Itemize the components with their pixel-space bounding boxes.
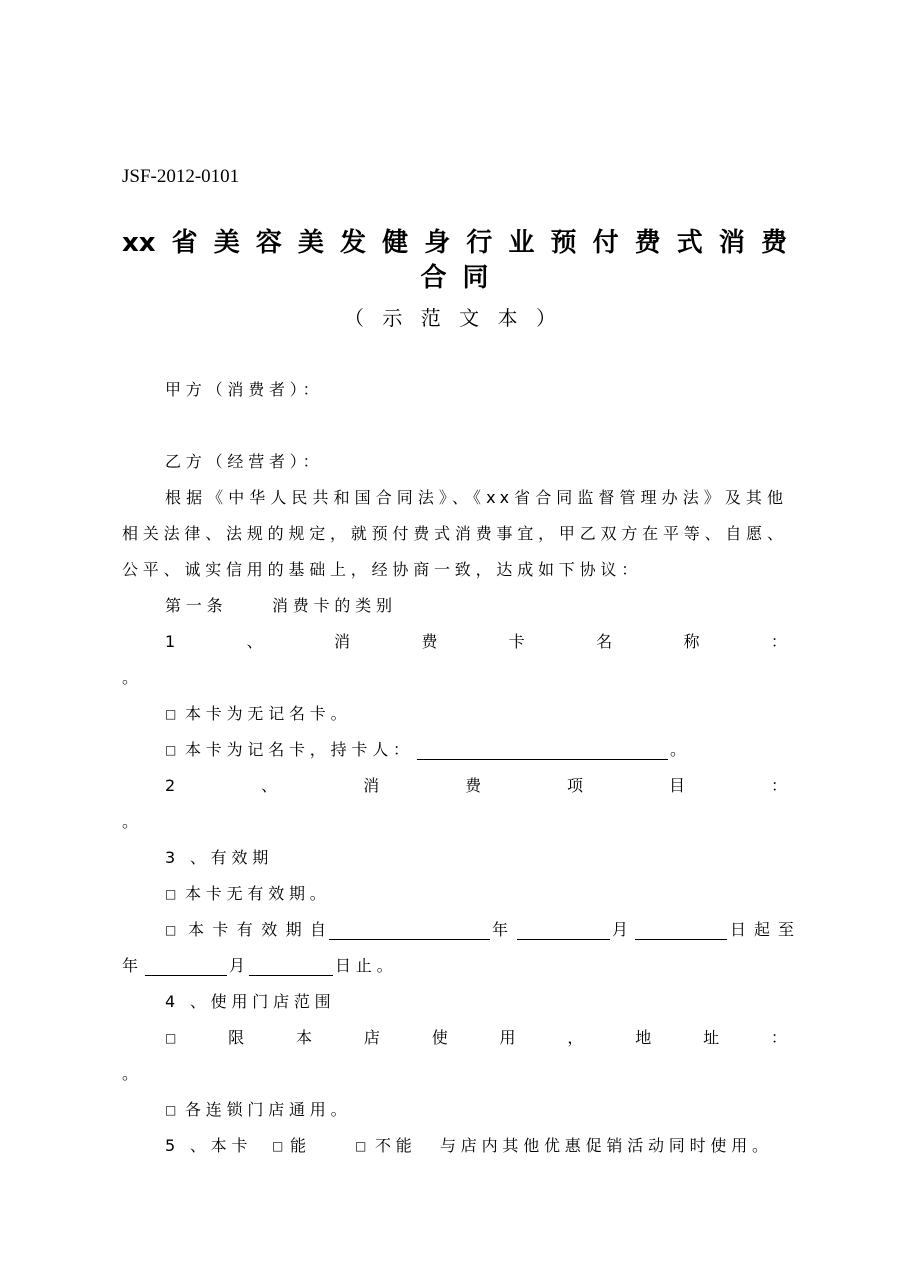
option-char: 使 bbox=[431, 1028, 448, 1047]
item-char: 、 bbox=[246, 632, 263, 651]
title-char: 美 bbox=[213, 228, 240, 258]
item-char: 1 bbox=[165, 632, 176, 651]
item-5-prefix: 5 、本卡 bbox=[165, 1136, 253, 1155]
item-char: ： bbox=[770, 632, 787, 651]
blank-underline bbox=[249, 975, 333, 976]
article-1-heading bbox=[122, 588, 787, 624]
contract-body bbox=[122, 372, 803, 1164]
year-label: 年 bbox=[122, 956, 143, 975]
document-code: JSF-2012-0101 bbox=[122, 166, 240, 187]
checkbox-glyph: □ bbox=[165, 1103, 177, 1117]
item-5-promotion-combination bbox=[122, 1128, 787, 1164]
day-end-label: 日止。 bbox=[335, 956, 398, 975]
day-until-label: 日起至 bbox=[730, 920, 803, 939]
title-char: 式 bbox=[676, 228, 703, 258]
blank-line bbox=[122, 408, 787, 444]
month-label: 月 bbox=[229, 956, 250, 975]
option-this-store-only bbox=[122, 1020, 787, 1056]
item-1-card-name bbox=[122, 624, 787, 660]
title-char: 业 bbox=[508, 228, 535, 258]
article-title: 消费卡的类别 bbox=[272, 596, 397, 615]
item-2-consumption-items bbox=[122, 768, 787, 804]
blank-underline bbox=[417, 759, 668, 760]
preamble-line-1: 根据《中华人民共和国合同法》、《xx省合同监督管理办法》及其他 bbox=[165, 488, 787, 507]
item-char: 费 bbox=[421, 632, 438, 651]
subtitle-char: （ bbox=[344, 306, 364, 330]
option-char: 用 bbox=[499, 1028, 516, 1047]
blank-underline bbox=[145, 975, 227, 976]
item-5-tail: 与店内其他优惠促销活动同时使用。 bbox=[440, 1136, 773, 1155]
title-char: 身 bbox=[424, 228, 451, 258]
title-char: 美 bbox=[297, 228, 324, 258]
preamble-line-3: 公平、诚实信用的基础上，经协商一致，达成如下协议： bbox=[122, 560, 643, 579]
option-expiry-period bbox=[122, 912, 803, 948]
option-char: ： bbox=[770, 1028, 787, 1047]
option-chain-stores bbox=[122, 1092, 787, 1128]
option-named-card bbox=[122, 732, 787, 768]
item-4-store-scope-heading: 4 、使用门店范围 bbox=[165, 992, 336, 1011]
option-anonymous-card bbox=[122, 696, 787, 732]
subtitle-char: ） bbox=[535, 306, 556, 330]
title-char: 预 bbox=[550, 228, 577, 258]
title-char: 同 bbox=[462, 263, 489, 293]
title-line-1 bbox=[122, 226, 787, 260]
checkbox-glyph: □ bbox=[165, 923, 177, 937]
subtitle bbox=[344, 304, 556, 332]
expiry-prefix: 本卡有效期自 bbox=[188, 920, 335, 939]
option-can: 能 bbox=[290, 1136, 311, 1155]
party-a: 甲方（消费者）： bbox=[165, 380, 324, 399]
item-char: 称 bbox=[683, 632, 700, 651]
option-char: 限 bbox=[228, 1028, 245, 1047]
item-char: 2 bbox=[165, 776, 176, 795]
checkbox-glyph: □ bbox=[165, 743, 177, 757]
blank-underline bbox=[517, 939, 610, 940]
checkbox-glyph: □ bbox=[165, 707, 177, 721]
item-1-end: 。 bbox=[122, 668, 143, 687]
title-char: 发 bbox=[340, 228, 367, 258]
checkbox-glyph: □ bbox=[272, 1139, 284, 1153]
checkbox-glyph: □ bbox=[165, 1031, 177, 1045]
option-cannot: 不能 bbox=[375, 1136, 417, 1155]
title-char: 健 bbox=[382, 228, 409, 258]
option-text: 本卡为无记名卡。 bbox=[185, 704, 352, 723]
party-b: 乙方（经营者）： bbox=[165, 452, 324, 471]
item-char: 名 bbox=[596, 632, 613, 651]
preamble-line-2: 相关法律、法规的规定，就预付费式消费事宜，甲乙双方在平等、自愿、 bbox=[122, 524, 787, 543]
title-line-2 bbox=[0, 261, 909, 295]
title-char: 容 bbox=[255, 228, 282, 258]
item-char: ： bbox=[770, 776, 787, 795]
title-char: 合 bbox=[420, 263, 447, 293]
option-text: 本卡无有效期。 bbox=[185, 884, 331, 903]
option-text: 各连锁门店通用。 bbox=[185, 1100, 352, 1119]
option-char: 址 bbox=[703, 1028, 720, 1047]
title-char: 付 bbox=[592, 228, 619, 258]
checkbox-glyph: □ bbox=[165, 887, 177, 901]
item-char: 卡 bbox=[508, 632, 525, 651]
blank-underline bbox=[635, 939, 727, 940]
option-char: 店 bbox=[363, 1028, 380, 1047]
month-label: 月 bbox=[612, 920, 633, 939]
blank-underline bbox=[329, 939, 490, 940]
line-end-mark: 。 bbox=[670, 740, 691, 759]
year-label: 年 bbox=[492, 920, 513, 939]
subtitle-char: 本 bbox=[497, 306, 518, 330]
option-char: ， bbox=[567, 1028, 584, 1047]
article-label: 第一条 bbox=[165, 596, 228, 615]
item-3-validity-heading: 3 、有效期 bbox=[165, 848, 274, 867]
item-char: 项 bbox=[567, 776, 584, 795]
title-char: 费 bbox=[634, 228, 661, 258]
option-no-expiry bbox=[122, 876, 787, 912]
item-char: 消 bbox=[333, 632, 350, 651]
item-char: 、 bbox=[261, 776, 278, 795]
title-char: xx bbox=[122, 228, 156, 258]
item-2-end: 。 bbox=[122, 812, 143, 831]
item-char: 目 bbox=[669, 776, 686, 795]
title-char: 费 bbox=[760, 228, 787, 258]
item-char: 消 bbox=[363, 776, 380, 795]
option-char: 地 bbox=[635, 1028, 652, 1047]
subtitle-char: 范 bbox=[420, 306, 441, 330]
subtitle-char: 文 bbox=[459, 306, 480, 330]
subtitle-char: 示 bbox=[382, 306, 403, 330]
title-char: 省 bbox=[171, 228, 198, 258]
title-char: 消 bbox=[718, 228, 745, 258]
item-char: 费 bbox=[465, 776, 482, 795]
option-text: 本卡为记名卡，持卡人： bbox=[185, 740, 414, 759]
option-expiry-period-end bbox=[122, 948, 787, 984]
checkbox-glyph: □ bbox=[355, 1139, 367, 1153]
option-char: 本 bbox=[296, 1028, 313, 1047]
title-char: 行 bbox=[466, 228, 493, 258]
option-this-store-end: 。 bbox=[122, 1064, 143, 1083]
